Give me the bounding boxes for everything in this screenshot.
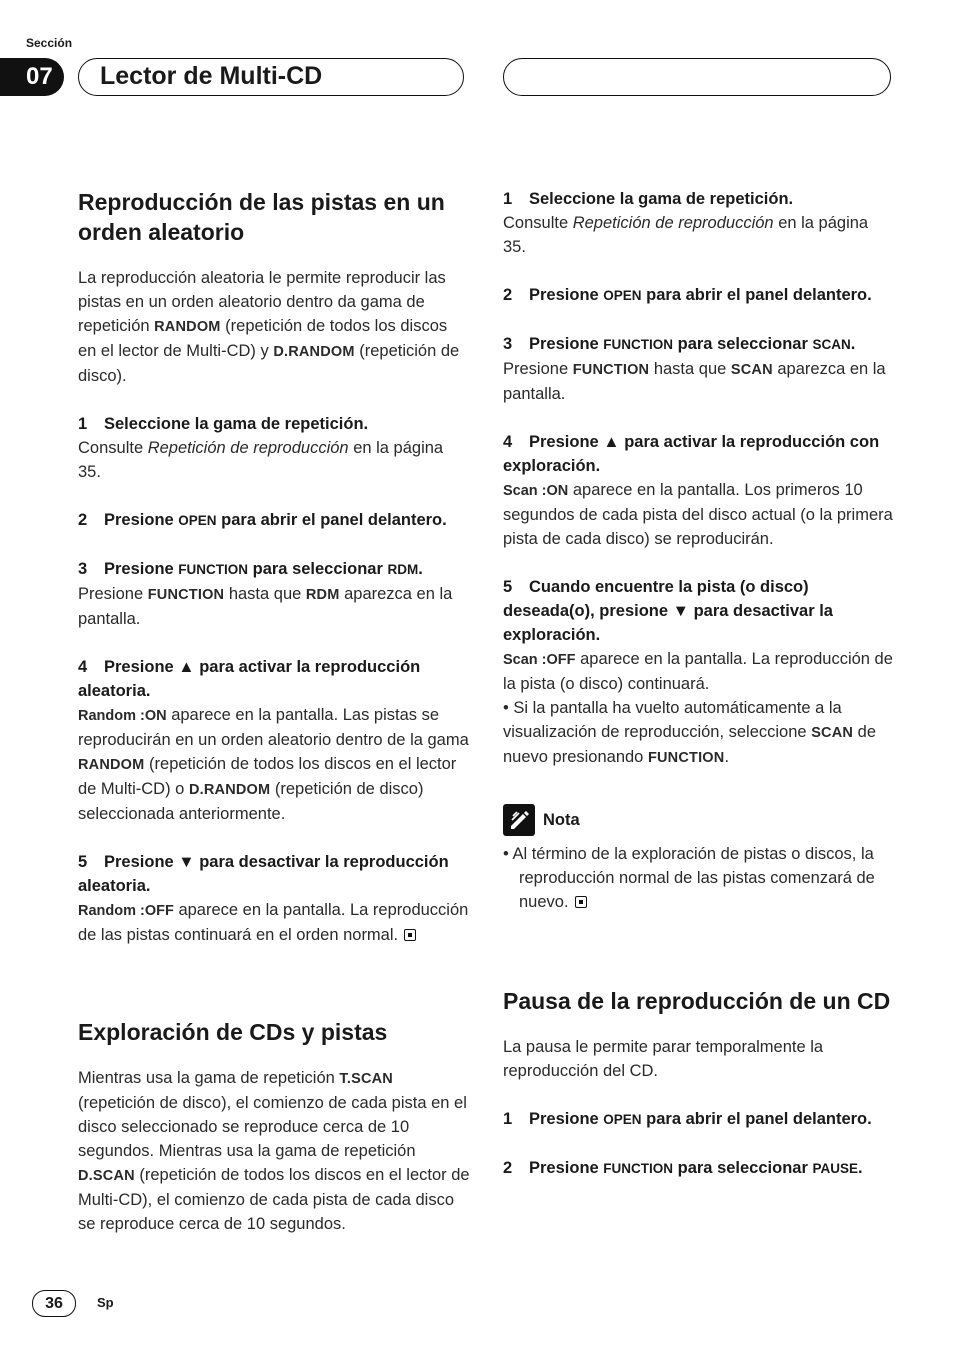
random-step-5: 5 Presione ▼ para desactivar la reproducción aleatoria. Random :OFF aparece en la pantalla. La reproducción de las pistas continuará en el orden normal. bbox=[78, 853, 469, 944]
note-header bbox=[503, 804, 895, 836]
note-title: Nota bbox=[543, 811, 580, 829]
right-column bbox=[503, 187, 895, 1181]
pause-step-1: 1 Presione OPEN para abrir el panel delantero. bbox=[503, 1110, 872, 1128]
scan-step-1: 1 Seleccione la gama de repetición. Consulte Repetición de reproducción en la página 35. bbox=[503, 190, 869, 256]
end-of-section-icon bbox=[575, 896, 587, 908]
section-number-badge: 07 bbox=[0, 58, 64, 96]
scan-intro: Mientras usa la gama de repetición T.SCAN (repetición de disco), el comienzo de cada pista en el disco seleccionado se reproduce cerca de 10 segundos. Mientras usa la gama de repetición D.SCAN (repetición de todos los discos en el lector de Multi-CD), el comienzo de cada pista de cada disco se reproduce cerca de 10 segundos. bbox=[78, 1069, 470, 1233]
note-item: • Al término de la exploración de pistas o discos, la reproducción normal de las pistas comenzará de nuevo. bbox=[503, 845, 875, 911]
up-arrow-icon: ▲ bbox=[178, 658, 195, 676]
scan-step-2: 2 Presione OPEN para abrir el panel delantero. bbox=[503, 286, 872, 304]
up-arrow-icon: ▲ bbox=[603, 433, 620, 451]
pencil-note-icon bbox=[503, 804, 535, 836]
random-title: Reproducción de las pistas en un orden aleatorio bbox=[78, 189, 445, 245]
random-step-4: 4 Presione ▲ para activar la reproducción aleatoria. Random :ON aparece en la pantalla. Las pistas se reproducirán en un orden aleatorio dentro de la gama RANDOM (repetición de todos los discos en el lector de Multi-CD) o D.RANDOM (repetición de disco) seleccionada anteriormente. bbox=[78, 658, 469, 823]
random-step-2: 2 Presione OPEN para abrir el panel delantero. bbox=[78, 511, 447, 529]
note-list bbox=[503, 842, 895, 914]
pause-title: Pausa de la reproducción de un CD bbox=[503, 988, 891, 1014]
random-intro: La reproducción aleatoria le permite reproducir las pistas en un orden aleatorio dentro da gama de repetición RANDOM (repetición de todos los discos en el lector de Multi-CD) y D.RANDOM (repetición de disco). bbox=[78, 269, 460, 385]
scan-title: Exploración de CDs y pistas bbox=[78, 1019, 388, 1045]
random-step-3: 3 Presione FUNCTION para seleccionar RDM. Presione FUNCTION hasta que RDM aparezca en la pantalla. bbox=[78, 560, 453, 628]
pause-intro: La pausa le permite parar temporalmente la reproducción del CD. bbox=[503, 1038, 824, 1080]
pause-step-2: 2 Presione FUNCTION para seleccionar PAUSE. bbox=[503, 1159, 863, 1177]
down-arrow-icon: ▼ bbox=[672, 602, 689, 620]
scan-step-3: 3 Presione FUNCTION para seleccionar SCAN. Presione FUNCTION hasta que SCAN aparezca en la pantalla. bbox=[503, 335, 886, 403]
page-title: Lector de Multi-CD bbox=[100, 62, 323, 90]
end-of-section-icon bbox=[404, 929, 416, 941]
scan-step-4: 4 Presione ▲ para activar la reproducción con exploración. Scan :ON aparece en la pantalla. Los primeros 10 segundos de cada pista del disco actual (o la primera pista de cada disco) se reproducirán. bbox=[503, 433, 893, 548]
section-label: Sección bbox=[26, 36, 73, 50]
page-number: 36 bbox=[32, 1290, 76, 1317]
down-arrow-icon: ▼ bbox=[178, 853, 195, 871]
left-column bbox=[78, 187, 470, 1236]
random-step-1: 1 Seleccione la gama de repetición. Consulte Repetición de reproducción en la página 35. bbox=[78, 415, 444, 481]
header-empty-frame bbox=[503, 58, 891, 96]
language-code: Sp bbox=[97, 1295, 114, 1310]
scan-step-5: 5 Cuando encuentre la pista (o disco) deseada(o), presione ▼ para desactivar la exploración. Scan :OFF aparece en la pantalla. La reproducción de la pista (o disco) continuará. • Si la pantalla ha vuelto automáticamente a la visualización de reproducción, seleccione SCAN de nuevo presionando FUNCTION. bbox=[503, 578, 893, 766]
